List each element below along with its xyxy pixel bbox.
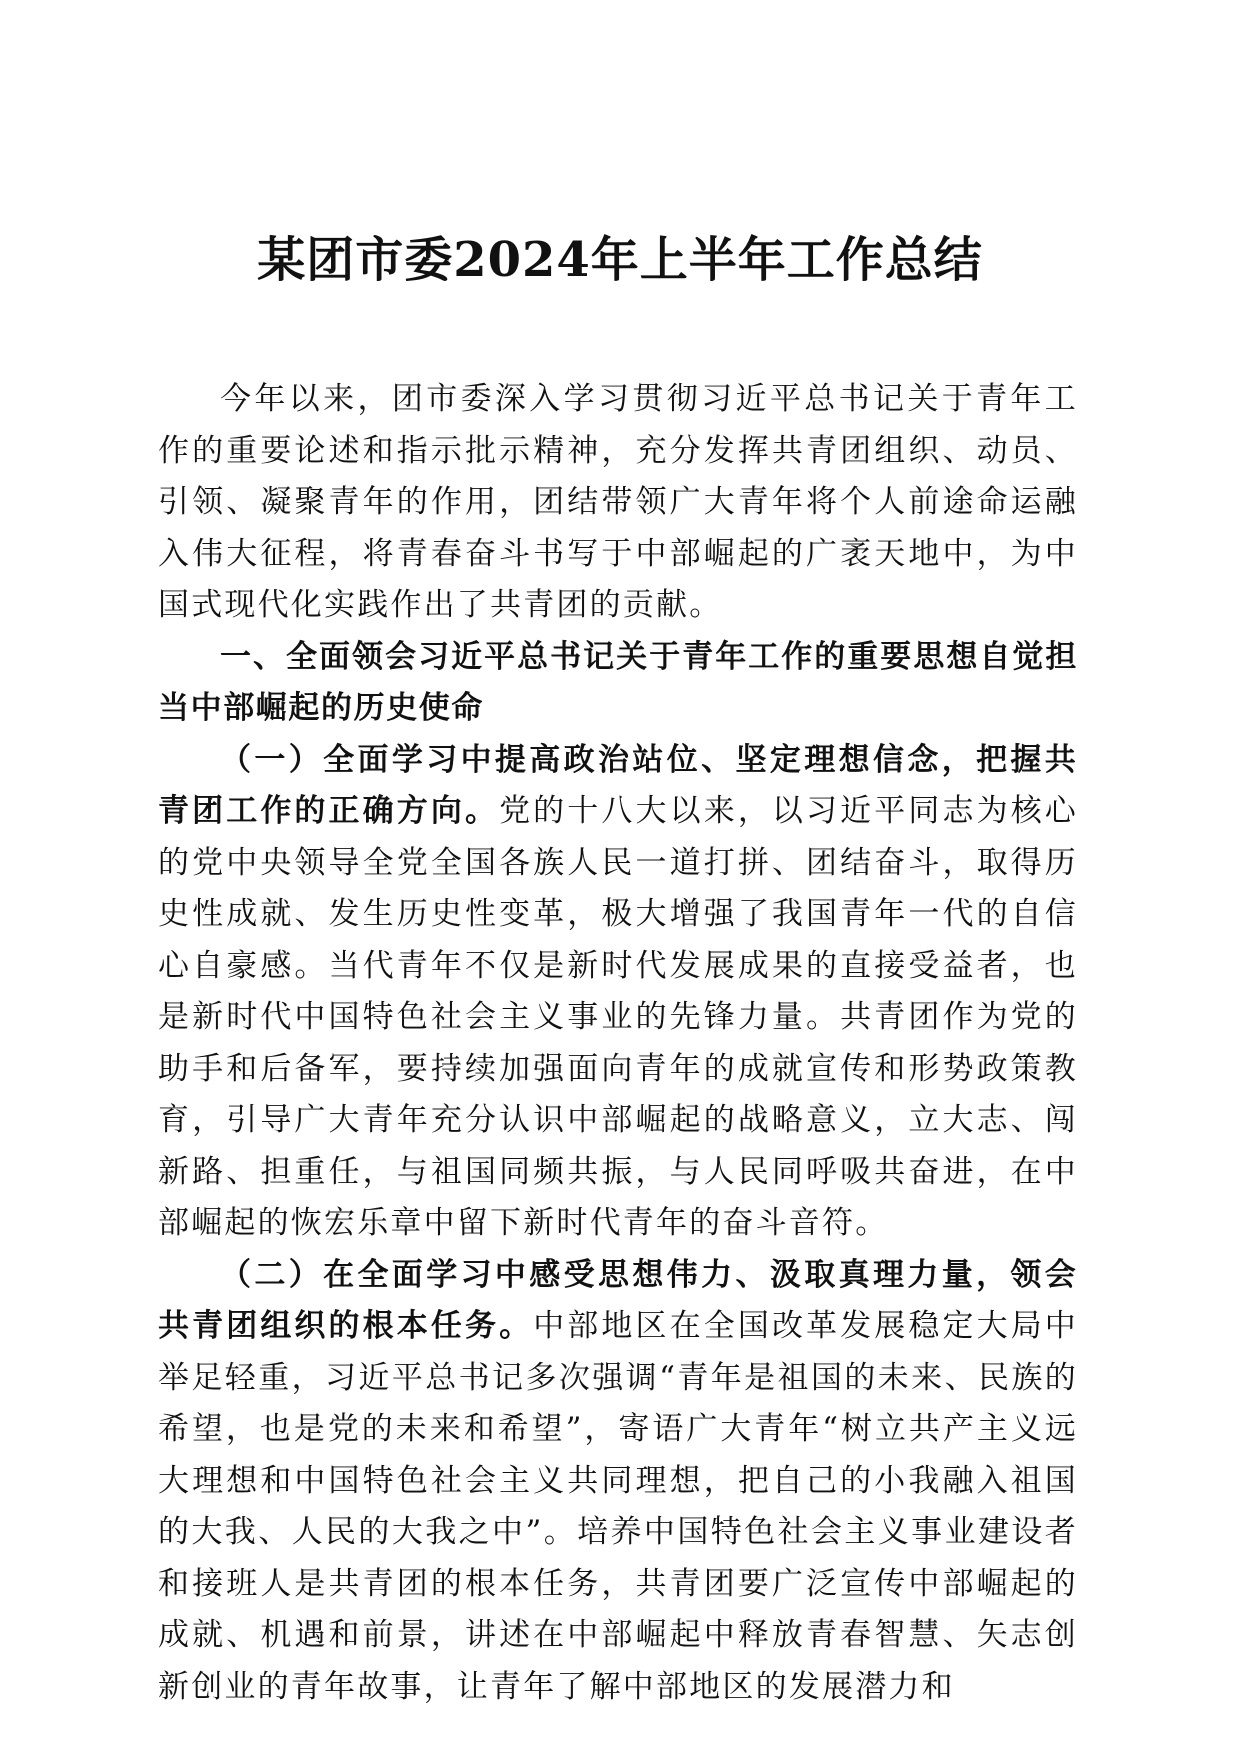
paragraph-item-1 bbox=[158, 735, 1078, 1250]
section-heading: 一、全面领会习近平总书记关于青年工作的重要思想自觉担当中部崛起的历史使命 bbox=[158, 638, 1078, 726]
document-title: 某团市委2024年上半年工作总结 bbox=[257, 232, 983, 288]
intro-paragraph: 今年以来，团市委深入学习贯彻习近平总书记关于青年工作的重要论述和指示批示精神，充分发挥共青团组织、动员、引领、凝聚青年的作用，团结带领广大青年将个人前途命运融入伟大征程，将青春奋斗书写于中部崛起的广袤天地中，为中国式现代化实践作出了共青团的贡献。 bbox=[158, 381, 1078, 623]
paragraph-lead: （一）全面学习中提高政治站位、坚定理想信念，把握共青团工作的正确方向。 bbox=[158, 741, 1078, 829]
paragraph-item-2 bbox=[158, 1250, 1078, 1714]
paragraph-text: 党的十八大以来，以习近平同志为核心的党中央领导全党全国各族人民一道打拼、团结奋斗，取得历史性成就、发生历史性变革，极大增强了我国青年一代的自信心自豪感。当代青年不仅是新时代发展成果的直接受益者，也是新时代中国特色社会主义事业的先锋力量。共青团作为党的助手和后备军，要持续加强面向青年的成就宣传和形势政策教育，引导广大青年充分认识中部崛起的战略意义，立大志、闯新路、担重任，与祖国同频共振，与人民同呼吸共奋进，在中部崛起的恢宏乐章中留下新时代青年的奋斗音符。 bbox=[158, 793, 1078, 1241]
paragraph-text: 中部地区在全国改革发展稳定大局中举足轻重，习近平总书记多次强调“青年是祖国的未来、民族的希望，也是党的未来和希望”，寄语广大青年“树立共产主义远大理想和中国特色社会主义共同理想，把自己的小我融入祖国的大我、人民的大我之中”。培养中国特色社会主义事业建设者和接班人是共青团的根本任务，共青团要广泛宣传中部崛起的成就、机遇和前景，讲述在中部崛起中释放青春智慧、矢志创新创业的青年故事，让青年了解中部地区的发展潜力和 bbox=[158, 1308, 1078, 1705]
paragraph-lead: （二）在全面学习中感受思想伟力、汲取真理力量，领会共青团组织的根本任务。 bbox=[158, 1256, 1078, 1344]
document-body bbox=[158, 374, 1078, 1713]
